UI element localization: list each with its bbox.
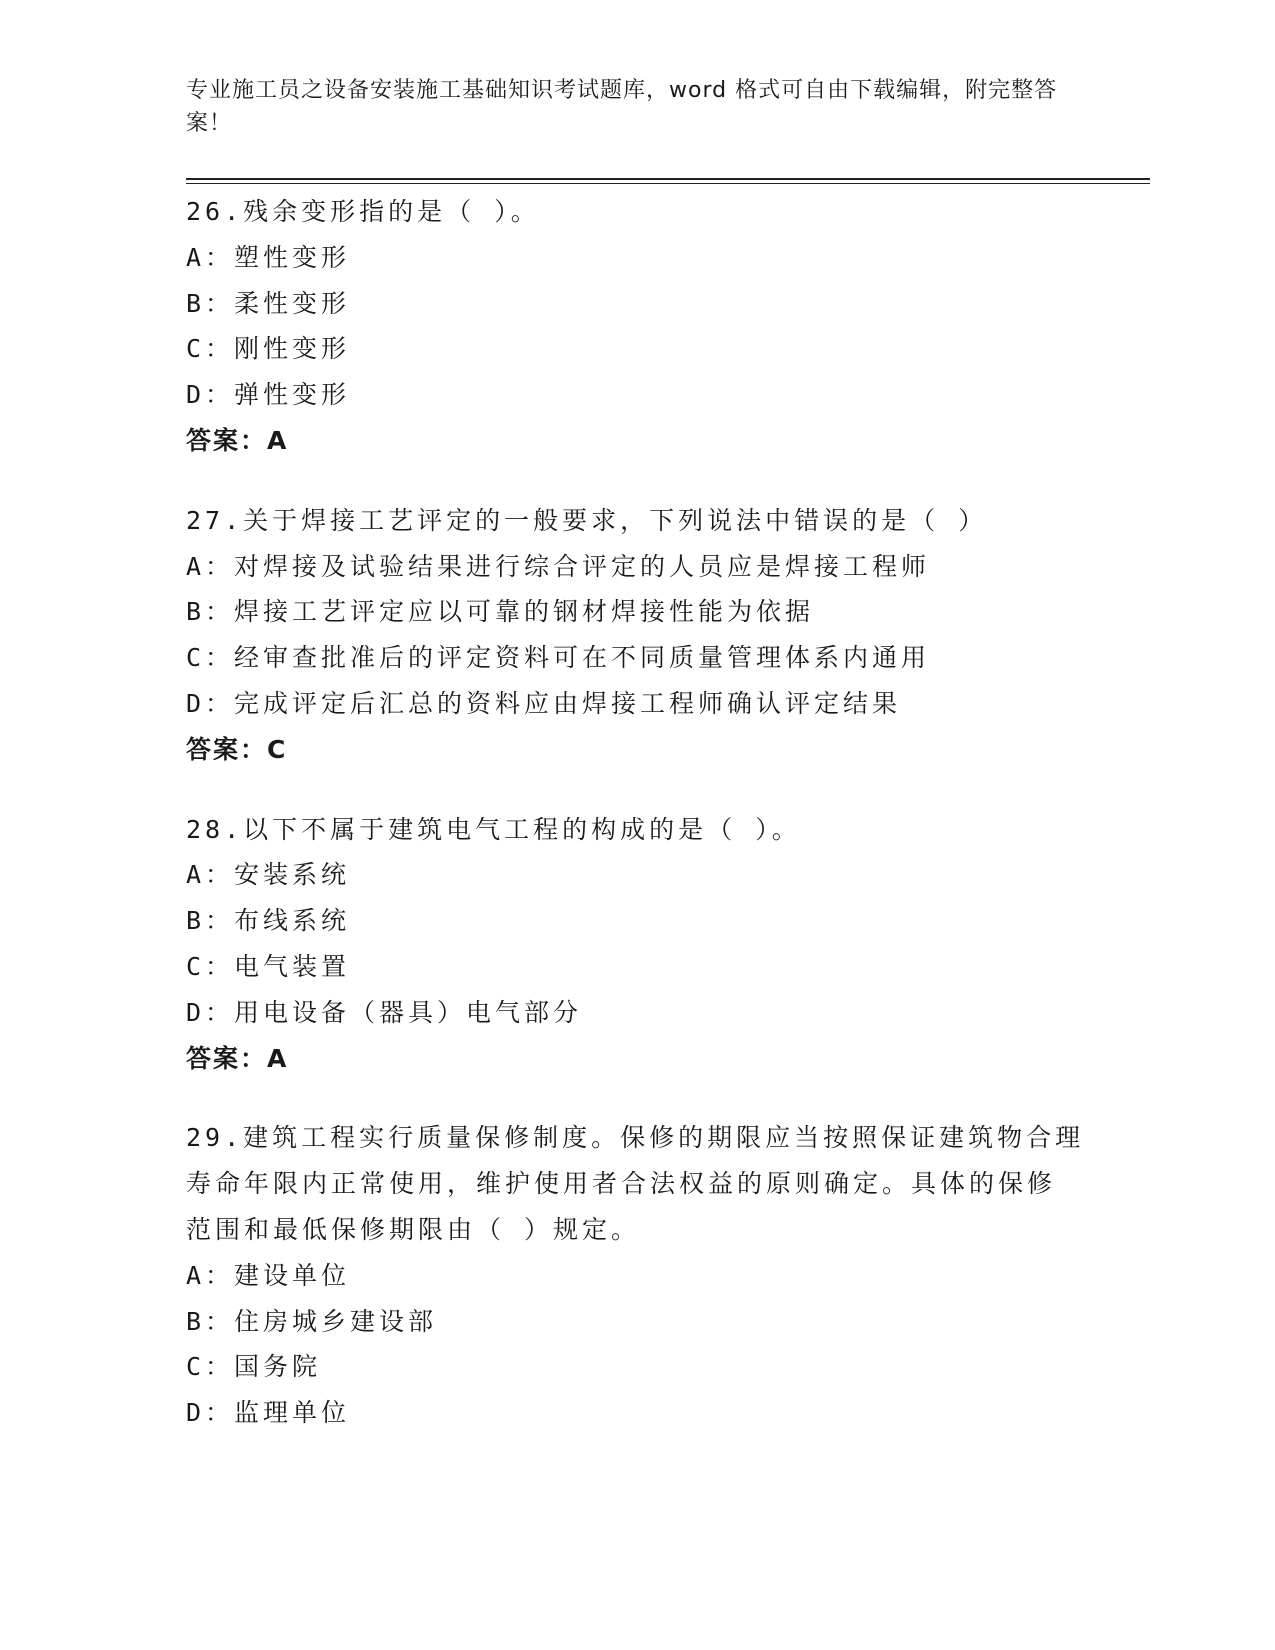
option-d: D：完成评定后汇总的资料应由焊接工程师确认评定结果 bbox=[186, 688, 902, 718]
option-d: D：用电设备（器具）电气部分 bbox=[186, 997, 583, 1027]
option-a: A：塑性变形 bbox=[186, 242, 351, 272]
option-c: C：电气装置 bbox=[186, 951, 351, 981]
document-header: 专业施工员之设备安装施工基础知识考试题库，word 格式可自由下载编辑，附完整答案！ bbox=[186, 78, 1058, 136]
question-stem-line: 寿命年限内正常使用，维护使用者合法权益的原则确定。具体的保修 bbox=[186, 1169, 1057, 1199]
option-b: B：住房城乡建设部 bbox=[186, 1306, 438, 1336]
question-28 bbox=[186, 807, 1086, 1082]
option-c: C：经审查批准后的评定资料可在不同质量管理体系内通用 bbox=[186, 643, 931, 673]
option-c: C：国务院 bbox=[186, 1352, 322, 1382]
question-29 bbox=[186, 1115, 1086, 1436]
option-b: B：布线系统 bbox=[186, 906, 351, 936]
question-stem: 27.关于焊接工艺评定的一般要求，下列说法中错误的是（ ） bbox=[186, 505, 988, 535]
question-26 bbox=[186, 189, 1086, 464]
question-stem-line: 29.建筑工程实行质量保修制度。保修的期限应当按照保证建筑物合理 bbox=[186, 1123, 1085, 1153]
answer-line: 答案：A bbox=[186, 425, 289, 455]
option-c: C：刚性变形 bbox=[186, 334, 351, 364]
option-b: B：柔性变形 bbox=[186, 288, 351, 318]
option-a: A：建设单位 bbox=[186, 1260, 351, 1290]
header-divider-thick bbox=[186, 178, 1150, 180]
header-divider-thin bbox=[186, 183, 1150, 184]
option-d: D：监理单位 bbox=[186, 1398, 351, 1428]
question-stem: 26.残余变形指的是（ ）。 bbox=[186, 197, 540, 226]
answer-line: 答案：A bbox=[186, 1043, 289, 1073]
question-27 bbox=[186, 498, 1086, 773]
option-d: D：弹性变形 bbox=[186, 380, 351, 410]
question-stem: 28.以下不属于建筑电气工程的构成的是（ ）。 bbox=[186, 814, 801, 844]
option-b: B：焊接工艺评定应以可靠的钢材焊接性能为依据 bbox=[186, 597, 815, 627]
question-list bbox=[186, 189, 1086, 1470]
answer-line: 答案：C bbox=[186, 734, 288, 764]
option-a: A：安装系统 bbox=[186, 860, 351, 890]
question-stem-line: 范围和最低保修期限由（ ）规定。 bbox=[186, 1214, 641, 1244]
option-a: A：对焊接及试验结果进行综合评定的人员应是焊接工程师 bbox=[186, 551, 931, 581]
